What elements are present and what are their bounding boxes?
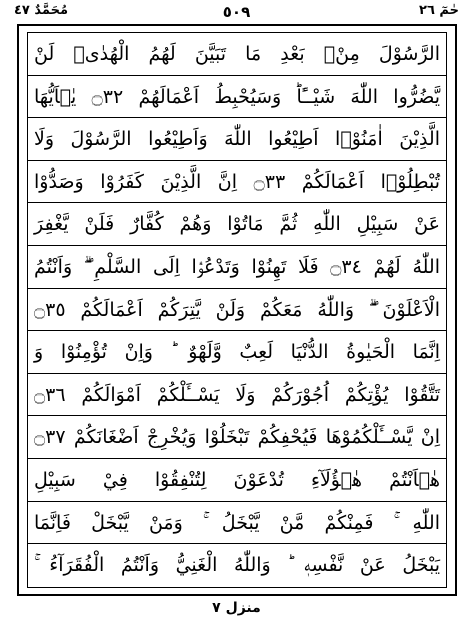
verse-lines xyxy=(28,33,446,587)
verse-line-8: اِنَّمَا الْحَيٰوةُ الدُّنْيَا لَعِبٌ وَّلَهْوٌ ؕ وَاِنْ تُؤْمِنُوْا وَ xyxy=(28,331,446,374)
verse-line-1: الرَّسُوْلَ مِنْۢ بَعْدِ مَا تَبَيَّنَ لَهُمُ الْهُدٰىۙ لَنْ xyxy=(28,33,446,76)
verse-line-7: الْاَعْلَوْنَ ۖۗ وَاللّٰهُ مَعَكُمْ وَلَنْ يَّتِرَكُمْ اَعْمَالَكُمْ ۝٣٥ xyxy=(28,289,446,332)
verse-line-5: عَنْ سَبِيْلِ اللّٰهِ ثُمَّ مَاتُوْا وَهُمْ كُفَّارٌ فَلَنْ يَّغْفِرَ xyxy=(28,203,446,246)
page-header xyxy=(0,0,473,26)
verse-line-4: تُبْطِلُوْۤا اَعْمَالَكُمْ ۝٣٣ اِنَّ الَّذِيْنَ كَفَرُوْا وَصَدُّوْا xyxy=(28,161,446,204)
verse-line-3: الَّذِيْنَ اٰمَنُوْۤا اَطِيْعُوا اللّٰهَ وَاَطِيْعُوا الرَّسُوْلَ وَلَا xyxy=(28,118,446,161)
verse-line-11: هٰۤاَنْتُمْ هٰۤؤُلَآءِ تُدْعَوْنَ لِتُنْفِقُوْا فِيْ سَبِيْلِ xyxy=(28,459,446,502)
manzil-marker: منزل ٧ xyxy=(212,600,261,616)
juz-name: حٰمٓ ٢٦ xyxy=(419,3,459,18)
verse-line-6: اللّٰهُ لَهُمْ ۝٣٤ فَلَا تَهِنُوْا وَتَدْعُوْۤا اِلَى السَّلْمِ ۖۗ وَاَنْتُمُ xyxy=(28,246,446,289)
surah-name: مُحَمَّدٌ ٤٧ xyxy=(14,3,69,18)
verse-line-10: اِنْ يَّسْــَٔلْكُمُوْهَا فَيُحْفِكُمْ تَبْخَلُوْا وَيُخْرِجْ اَضْغَانَكُمْ ۝٣٧ xyxy=(28,416,446,459)
verse-line-12: اللّٰهِ ۚ فَمِنْكُمْ مَّنْ يَّبْخَلُ ۚ وَمَنْ يَّبْخَلْ فَاِنَّمَا xyxy=(28,502,446,545)
verse-line-2: يَّضُرُّوا اللّٰهَ شَيْــًٔاؕ وَسَيُحْبِطُ اَعْمَالَهُمْ ۝٣٢ يٰۤاَيُّهَا xyxy=(28,76,446,119)
verse-line-13: يَبْخَلُ عَنْ نَّفْسِهٖ ؕ وَاللّٰهُ الْغَنِيُّ وَاَنْتُمُ الْفُقَرَآءُ ۚ xyxy=(34,554,440,577)
verse-line-9: تَتَّقُوْا يُؤْتِكُمْ اُجُوْرَكُمْ وَلَا يَسْــَٔلْكُمْ اَمْوَالَكُمْ ۝٣٦ xyxy=(28,374,446,417)
page-number: ٥٠٩ xyxy=(222,3,251,21)
